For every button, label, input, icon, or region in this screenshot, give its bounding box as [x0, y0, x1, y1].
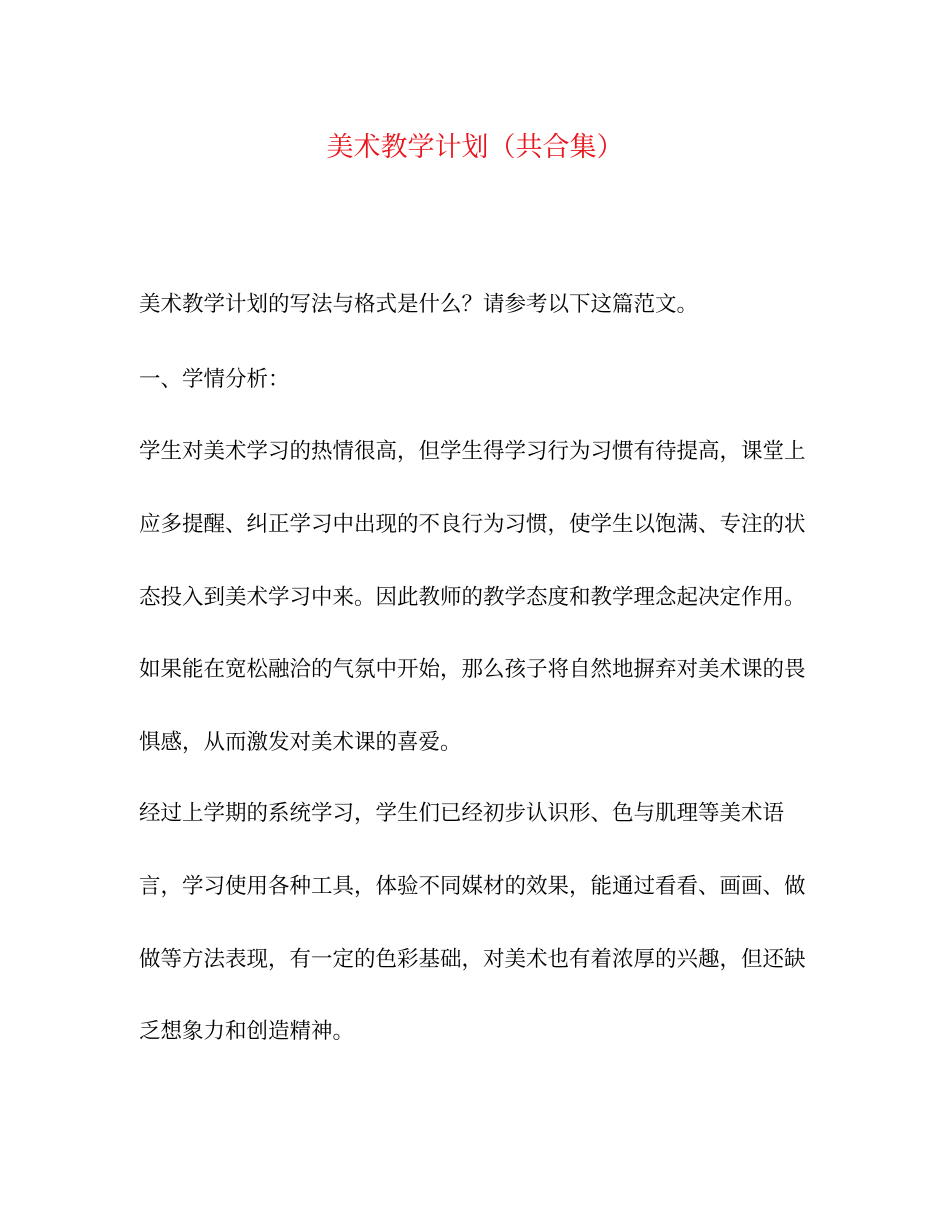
paragraph-line: 应多提醒、纠正学习中出现的不良行为习惯，使学生以饱满、专注的状	[139, 512, 806, 537]
section-heading: 一、学情分析：	[139, 367, 290, 392]
paragraph-line: 言，学习使用各种工具，体验不同媒材的效果，能通过看看、画画、做	[139, 874, 806, 899]
paragraph-line: 做等方法表现，有一定的色彩基础，对美术也有着浓厚的兴趣，但还缺	[139, 947, 806, 972]
intro-line: 美术教学计划的写法与格式是什么？请参考以下这篇范文。	[139, 292, 699, 317]
paragraph-line: 态投入到美术学习中来。因此教师的教学态度和教学理念起决定作用。	[139, 585, 806, 610]
paragraph-line: 乏想象力和创造精神。	[139, 1019, 355, 1044]
paragraph-line: 学生对美术学习的热情很高，但学生得学习行为习惯有待提高，课堂上	[139, 439, 806, 464]
paragraph-line: 经过上学期的系统学习，学生们已经初步认识形、色与肌理等美术语	[139, 801, 785, 826]
document-title: 美术教学计划（共合集）	[326, 132, 624, 163]
paragraph-line: 如果能在宽松融洽的气氛中开始，那么孩子将自然地摒弃对美术课的畏	[139, 657, 806, 682]
paragraph-line: 惧感，从而激发对美术课的喜爱。	[139, 730, 462, 755]
